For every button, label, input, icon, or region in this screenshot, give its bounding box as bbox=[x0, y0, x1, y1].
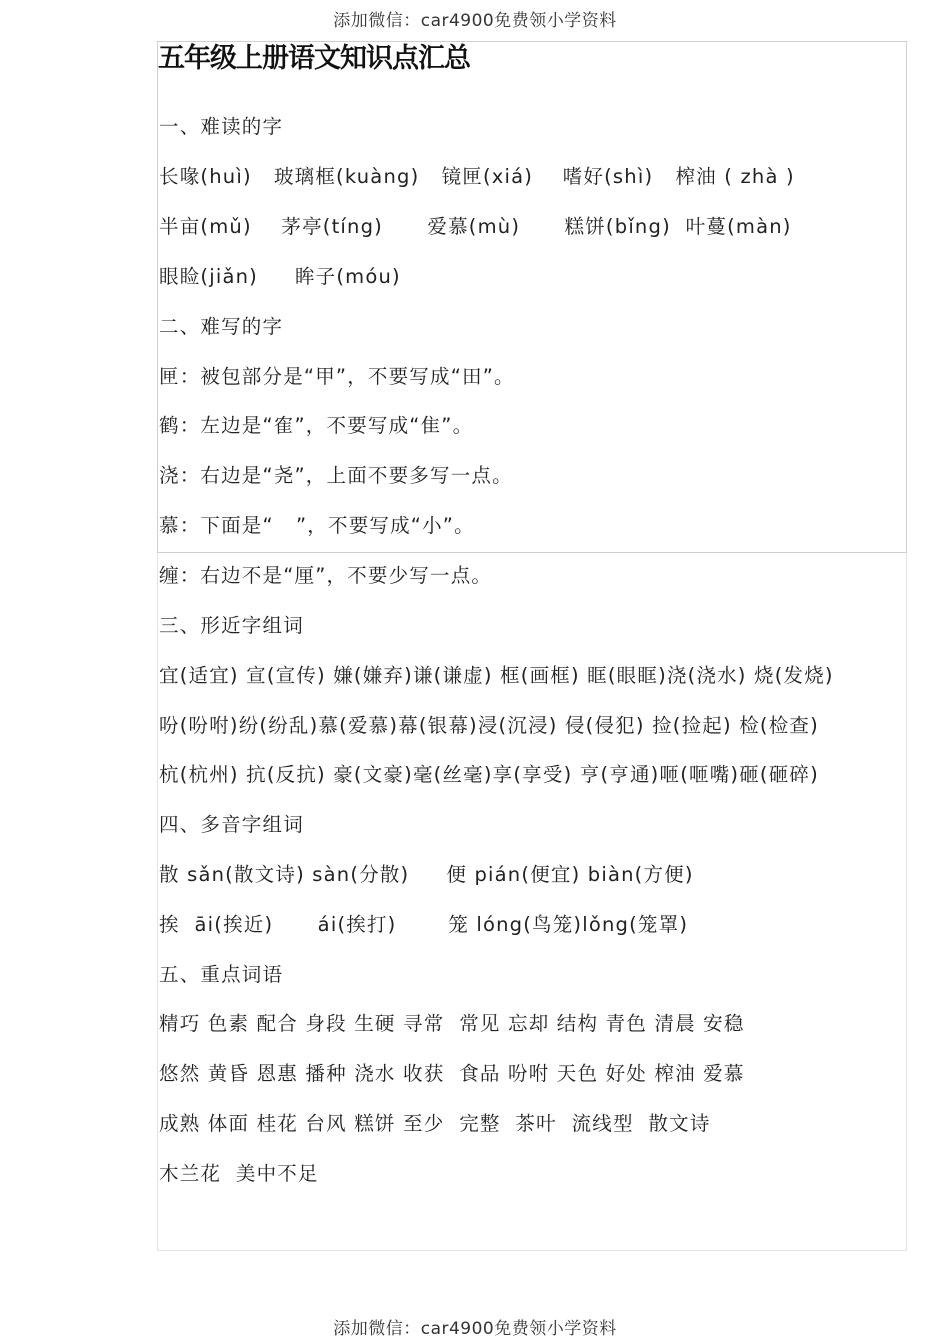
section-heading-polyphonic: 四、多音字组词 bbox=[159, 813, 304, 836]
text-line: 长喙(huì) 玻璃框(kuàng) 镜匣(xiá) 嗜好(shì) 榨油 ( zhà ) bbox=[159, 165, 795, 188]
text-line: 宜(适宜) 宣(宣传) 嫌(嫌弃)谦(谦虚) 框(画框) 眶(眼眶)浇(浇水) 烧(发烧) bbox=[159, 664, 834, 687]
text-line: 慕：下面是“ ”，不要写成“小”。 bbox=[159, 514, 475, 537]
section-heading-key-words: 五、重点词语 bbox=[159, 963, 284, 986]
section-heading-hard-to-read: 一、难读的字 bbox=[159, 115, 284, 138]
watermark-top: 添加微信：car4900免费领小学资料 bbox=[333, 11, 617, 31]
section-heading-similar-chars: 三、形近字组词 bbox=[159, 614, 304, 637]
section-heading-hard-to-write: 二、难写的字 bbox=[159, 315, 284, 338]
watermark-bottom: 添加微信：car4900免费领小学资料 bbox=[333, 1319, 617, 1339]
document-title: 五年级上册语文知识点汇总 bbox=[158, 43, 470, 74]
text-line: 悠然 黄昏 恩惠 播种 浇水 收获 食品 吩咐 天色 好处 榨油 爱慕 bbox=[159, 1062, 745, 1085]
text-line: 浇：右边是“尧”，上面不要多写一点。 bbox=[159, 464, 513, 487]
text-line: 杭(杭州) 抗(反抗) 豪(文豪)毫(丝毫)享(享受) 亨(亨通)咂(咂嘴)砸(砸碎) bbox=[159, 763, 819, 786]
text-line: 吩(吩咐)纷(纷乱)慕(爱慕)幕(银幕)浸(沉浸) 侵(侵犯) 捡(捡起) 检(检查) bbox=[159, 714, 819, 737]
text-line: 成熟 体面 桂花 台风 糕饼 至少 完整 茶叶 流线型 散文诗 bbox=[159, 1112, 711, 1135]
text-line: 挨 āi(挨近) ái(挨打) 笼 lóng(鸟笼)lǒng(笼罩) bbox=[159, 913, 689, 936]
text-line: 散 sǎn(散文诗) sàn(分散) 便 pián(便宜) biàn(方便) bbox=[159, 863, 694, 886]
text-line: 缠：右边不是“厘”，不要少写一点。 bbox=[159, 564, 493, 587]
text-line: 匣：被包部分是“甲”，不要写成“田”。 bbox=[159, 365, 515, 388]
text-line: 木兰花 美中不足 bbox=[159, 1162, 319, 1185]
content-frame-bottom bbox=[157, 553, 907, 1251]
text-line: 眼睑(jiǎn) 眸子(móu) bbox=[159, 265, 401, 288]
text-line: 精巧 色素 配合 身段 生硬 寻常 常见 忘却 结构 青色 清晨 安稳 bbox=[159, 1012, 745, 1035]
text-line: 鹤：左边是“隺”，不要写成“隹”。 bbox=[159, 414, 474, 437]
text-line: 半亩(mǔ) 茅亭(tíng) 爱慕(mù) 糕饼(bǐng) 叶蔓(màn) bbox=[159, 215, 792, 238]
